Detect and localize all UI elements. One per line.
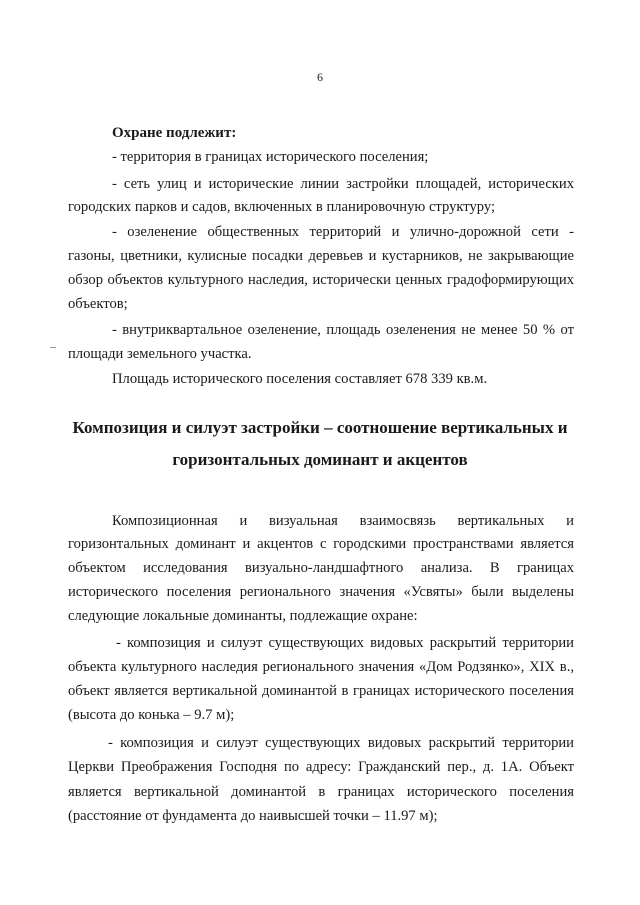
- dominant-2-line4: (расстояние от фундамента до наивысшей точки – 11.97 м);: [68, 808, 438, 824]
- list-item-inner-greenery-line1: - внутриквартальное озеленение, площадь озеленения не менее 50 % от: [112, 322, 574, 338]
- paragraph-1-line4: исторического поселения регионального значения «Усвяты» были выделены: [68, 584, 574, 600]
- dominant-1-line4: (высота до конька – 9.7 м);: [68, 707, 235, 723]
- list-item-inner-greenery-line2: площади земельного участка.: [68, 346, 252, 362]
- dominant-1-line3: объект является вертикальной доминантой в границах исторического поселения: [68, 683, 574, 699]
- margin-mark: [50, 347, 56, 348]
- dominant-2-line2: Церкви Преображения Господня по адресу: Гражданский пер., д. 1А. Объект: [68, 759, 574, 775]
- section-title-line1: Композиция и силуэт застройки – соотношение вертикальных и: [72, 418, 568, 437]
- dominant-1-line2: объекта культурного наследия регионального значения «Дом Родзянко», XIX в.,: [68, 659, 574, 675]
- page-number: 6: [317, 70, 323, 84]
- paragraph-1-line5: следующие локальные доминанты, подлежащие охране:: [68, 608, 418, 624]
- list-item-streets-line1: - сеть улиц и исторические линии застройки площадей, исторических: [112, 176, 574, 192]
- paragraph-1-line3: объектом исследования визуально-ландшафтного анализа. В границах: [68, 560, 574, 576]
- list-item-territory: - территория в границах исторического поселения;: [112, 149, 429, 165]
- list-item-greenery-line4: объектов;: [68, 296, 128, 312]
- dominant-2-line1: - композиция и силуэт существующих видовых раскрытий территории: [108, 735, 574, 751]
- section-title-line2: горизонтальных доминант и акцентов: [172, 450, 468, 469]
- paragraph-1-line1: Композиционная и визуальная взаимосвязь вертикальных и: [112, 513, 574, 529]
- dominant-2-line3: является вертикальной доминантой в границах исторического поселения: [68, 784, 574, 800]
- protection-heading: Охране подлежит:: [112, 125, 237, 141]
- dominant-1-line1: - композиция и силуэт существующих видовых раскрытий территории: [116, 635, 574, 651]
- list-item-greenery-line2: газоны, цветники, кулисные посадки деревьев и кустарников, не закрывающие: [68, 248, 574, 264]
- paragraph-1-line2: горизонтальных доминант и акцентов с городскими пространствами является: [68, 536, 574, 552]
- area-statement: Площадь исторического поселения составляет 678 339 кв.м.: [112, 371, 488, 387]
- list-item-greenery-line1: - озеленение общественных территорий и улично-дорожной сети -: [112, 224, 574, 240]
- list-item-greenery-line3: обзор объектов культурного наследия, исторически ценных градоформирующих: [68, 272, 574, 288]
- list-item-streets-line2: городских парков и садов, включенных в планировочную структуру;: [68, 199, 496, 215]
